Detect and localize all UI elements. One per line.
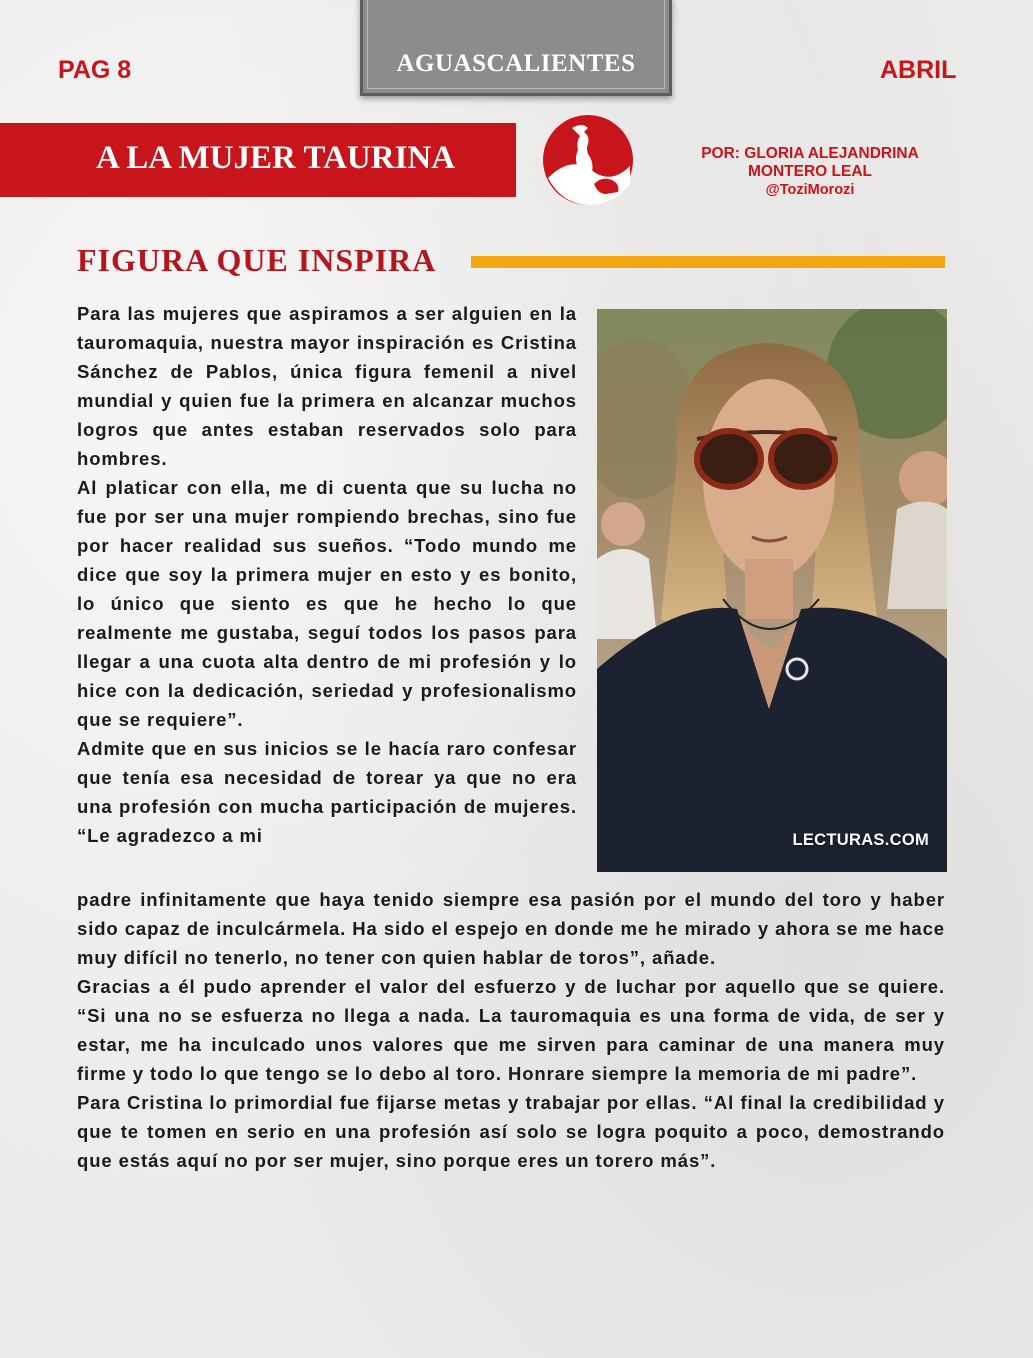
author-name-line1: POR: GLORIA ALEJANDRINA <box>701 145 919 162</box>
title-rule <box>471 256 945 268</box>
article-title: FIGURA QUE INSPIRA <box>77 242 437 278</box>
column-banner <box>0 123 516 197</box>
paragraph: Para Cristina lo primordial fue fijarse metas y trabajar por ellas. “Al final la credibilidad y que te tomen en serio en una profesión así solo se logra poquito a poco, demostrando que estás aquí no por ser mujer, sino porque eres un torero más”. <box>77 1092 945 1171</box>
paragraph: Para las mujeres que aspiramos a ser alguien en la tauromaquia, nuestra mayor inspiración es Cristina Sánchez de Pablos, única figura femenil a nivel mundial y quien fue la primera en alcanzar muchos logros que antes estaban reservados solo para hombres. <box>77 303 577 469</box>
section-tab-label: AGUASCALIENTES <box>396 50 636 77</box>
author-byline <box>690 145 930 199</box>
column-banner-title: A LA MUJER TAURINA <box>96 140 456 176</box>
portrait-photo <box>597 309 947 872</box>
bullfighter-silhouette-icon <box>542 114 634 206</box>
page-number: PAG 8 <box>58 56 132 84</box>
article-body-narrow <box>77 299 577 850</box>
issue-month: ABRIL <box>880 56 957 84</box>
author-handle: @ToziMorozi <box>765 182 855 198</box>
paragraph: padre infinitamente que haya tenido siempre esa pasión por el mundo del toro y haber sido capaz de inculcármela. Ha sido el espejo en donde me he mirado y ahora se me hace muy difícil no tenerlo, no tener con quien hablar de toros”, añade. <box>77 889 945 968</box>
section-tab <box>360 0 672 96</box>
article-body-wide <box>77 885 945 1175</box>
paragraph: Admite que en sus inicios se le hacía raro confesar que tenía esa necesidad de torear ya que no era una profesión con mucha participación de mujeres. “Le agradezco a mi <box>77 738 577 846</box>
author-name-line2: MONTERO LEAL <box>748 163 872 180</box>
paragraph: Al platicar con ella, me di cuenta que su lucha no fue por ser una mujer rompiendo brechas, sino fue por hacer realidad sus sueños. “Todo mundo me dice que soy la primera mujer en esto y es bonito, lo único que siento es que he hecho lo que realmente me gustaba, seguí todos los pasos para llegar a una cuota alta dentro de mi profesión y lo hice con la dedicación, seriedad y profesionalismo que se requiere”. <box>77 477 577 730</box>
photo-credit: LECTURAS.COM <box>792 831 929 849</box>
paragraph: Gracias a él pudo aprender el valor del esfuerzo y de luchar por aquello que se quiere. “Si una no se esfuerza no llega a nada. La tauromaquia es una forma de vida, de ser y estar, me ha inculcado unos valores que me sirven para caminar de una manera muy firme y todo lo que tengo se lo debo al toro. Honrare siempre la memoria de mi padre”. <box>77 976 945 1084</box>
